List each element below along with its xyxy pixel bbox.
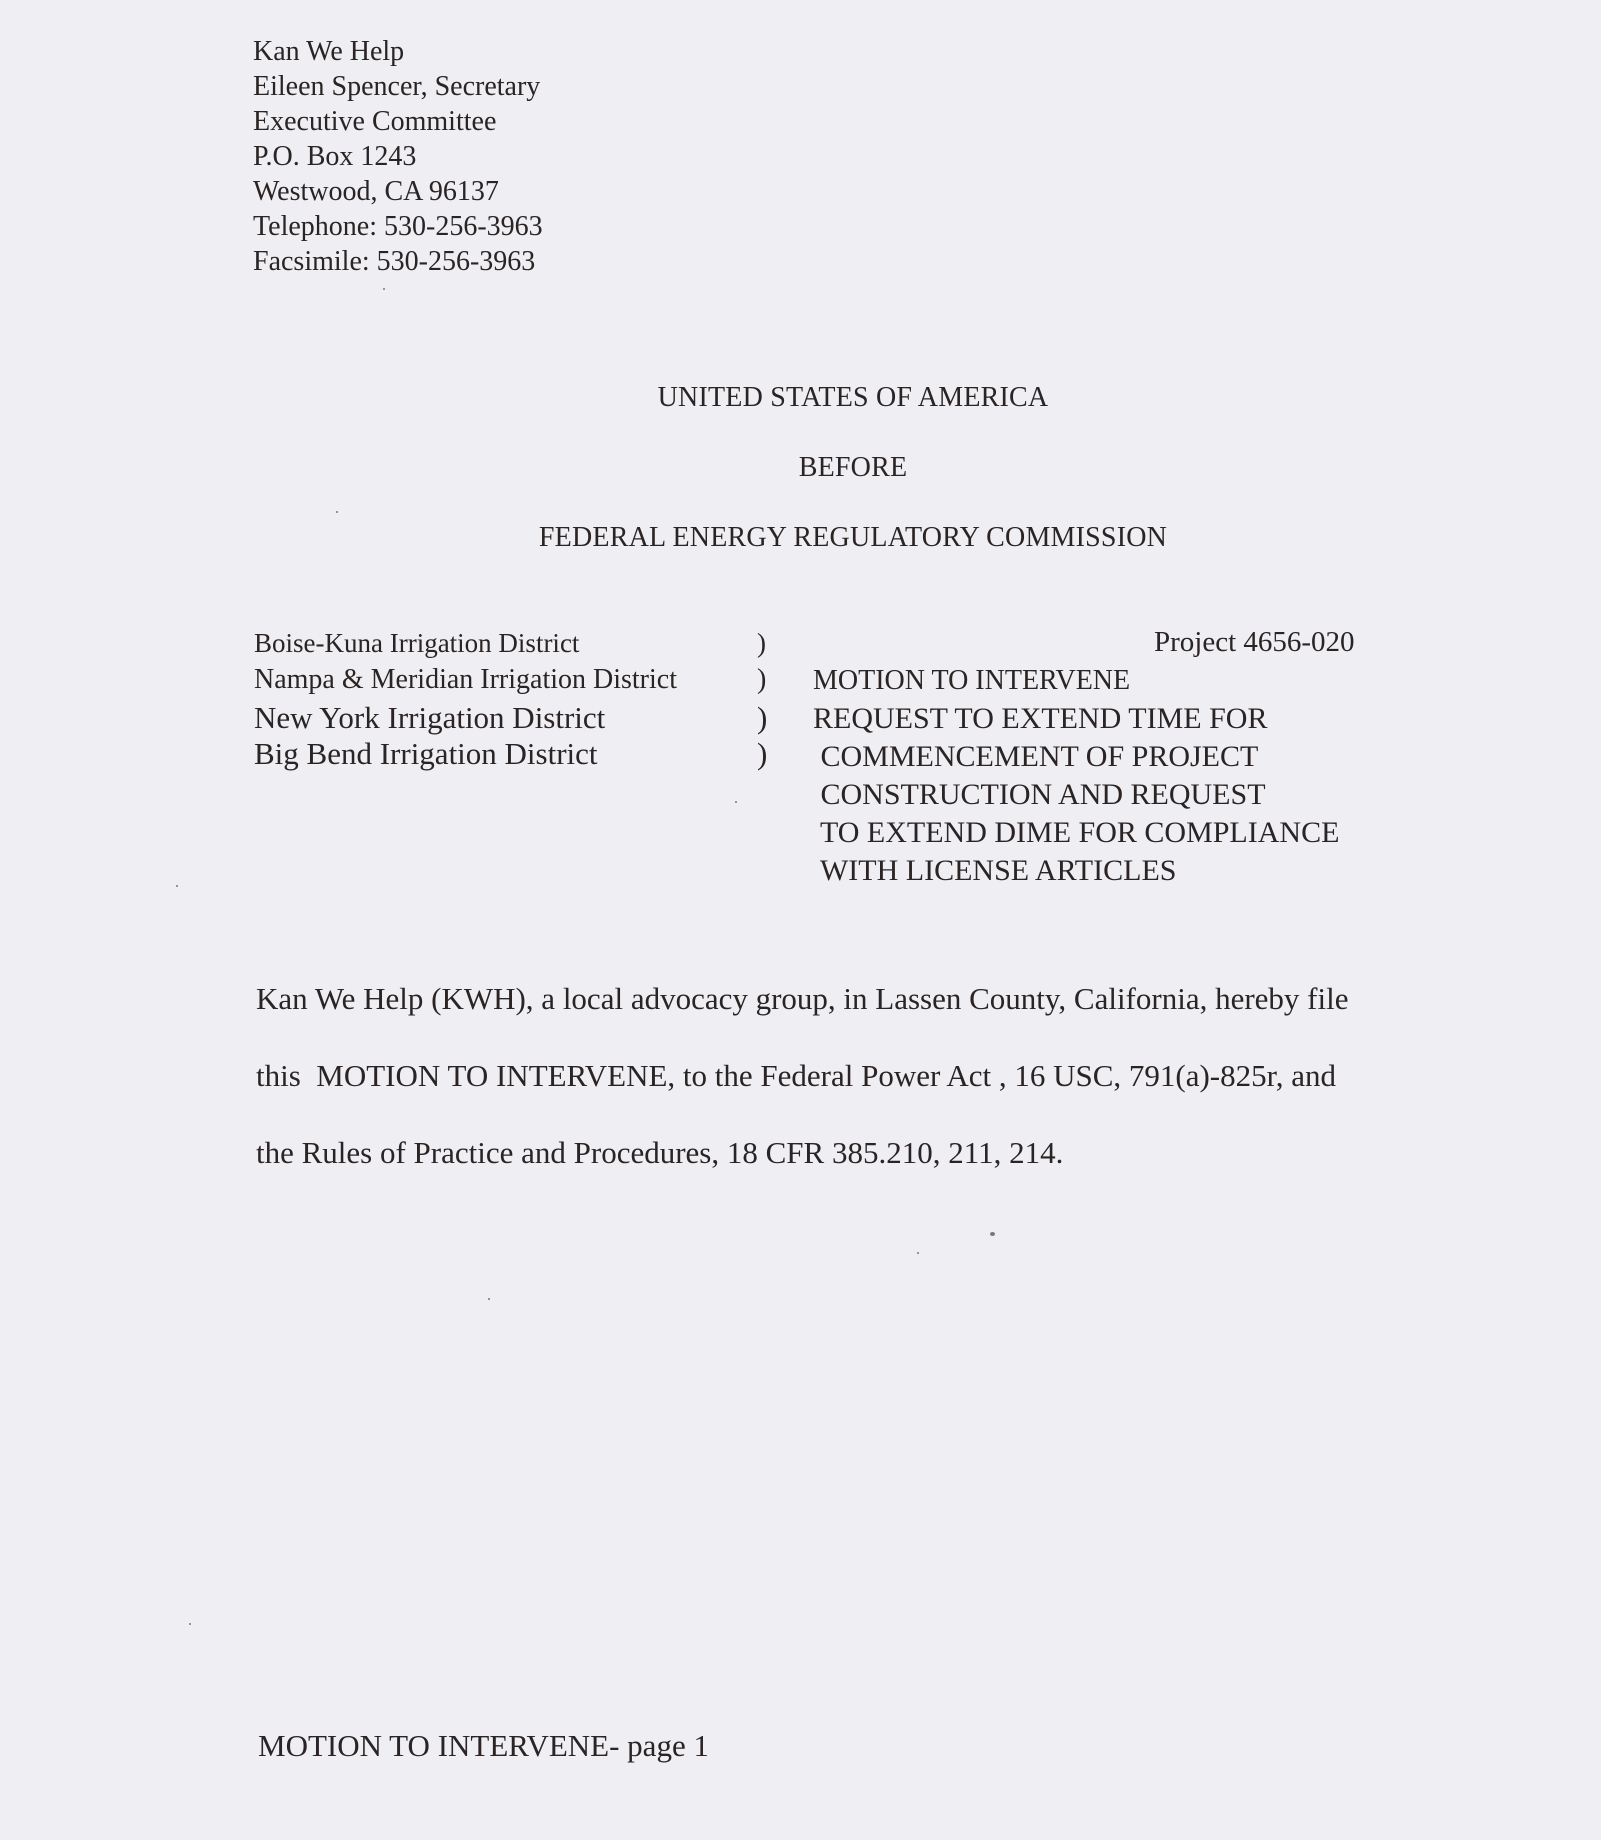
motion-title-line: TO EXTEND DIME FOR COMPLIANCE [813, 816, 1340, 849]
sender-address-block [253, 34, 543, 279]
motion-title-block [813, 662, 1339, 890]
party-name: Big Bend Irrigation District [254, 736, 598, 771]
motion-title-line: WITH LICENSE ARTICLES [813, 854, 1177, 887]
sender-contact-name: Eileen Spencer, Secretary [253, 71, 541, 102]
sender-po-box: P.O. Box 1243 [253, 141, 417, 172]
motion-body [256, 960, 1348, 1191]
motion-title-line: CONSTRUCTION AND REQUEST [813, 778, 1266, 811]
project-number: Project 4656-020 [1154, 626, 1355, 658]
scan-speck [735, 801, 737, 803]
party-name: New York Irrigation District [254, 700, 606, 735]
scan-speck [488, 1298, 490, 1300]
motion-title-line: MOTION TO INTERVENE [813, 665, 1131, 696]
caption-paren: ) [757, 664, 767, 695]
scan-speck [176, 885, 178, 887]
party-name: Boise-Kuna Irrigation District [254, 628, 580, 658]
sender-org-name: Kan We Help [253, 36, 405, 67]
sender-committee: Executive Committee [253, 106, 497, 137]
body-line: this MOTION TO INTERVENE, to the Federal Power Act , 16 USC, 791(a)-825r, and [256, 1058, 1336, 1093]
caption-paren: ) [757, 628, 766, 658]
scan-speck [990, 1232, 995, 1236]
heading-before: BEFORE [798, 452, 908, 483]
motion-title-line: REQUEST TO EXTEND TIME FOR [813, 702, 1268, 735]
caption-paren: ) [757, 736, 768, 771]
motion-title-line: COMMENCEMENT OF PROJECT [813, 740, 1259, 773]
scan-speck [189, 1623, 191, 1625]
caption-paren: ) [757, 700, 768, 735]
sender-facsimile: Facsimile: 530-256-3963 [253, 246, 536, 277]
body-line: the Rules of Practice and Procedures, 18 CFR 385.210, 211, 214. [256, 1135, 1064, 1170]
heading-agency: FEDERAL ENERGY REGULATORY COMMISSION [538, 522, 1168, 553]
body-line: Kan We Help (KWH), a local advocacy group, in Lassen County, California, hereby file [256, 981, 1349, 1016]
party-name: Nampa & Meridian Irrigation District [254, 664, 677, 695]
sender-telephone: Telephone: 530-256-3963 [253, 211, 543, 242]
sender-city-state-zip: Westwood, CA 96137 [253, 176, 499, 207]
scan-speck [383, 288, 385, 290]
heading-country: UNITED STATES OF AMERICA [657, 382, 1049, 413]
page-footer: MOTION TO INTERVENE- page 1 [258, 1728, 709, 1763]
scan-speck [336, 511, 338, 513]
scan-speck [917, 1252, 919, 1254]
